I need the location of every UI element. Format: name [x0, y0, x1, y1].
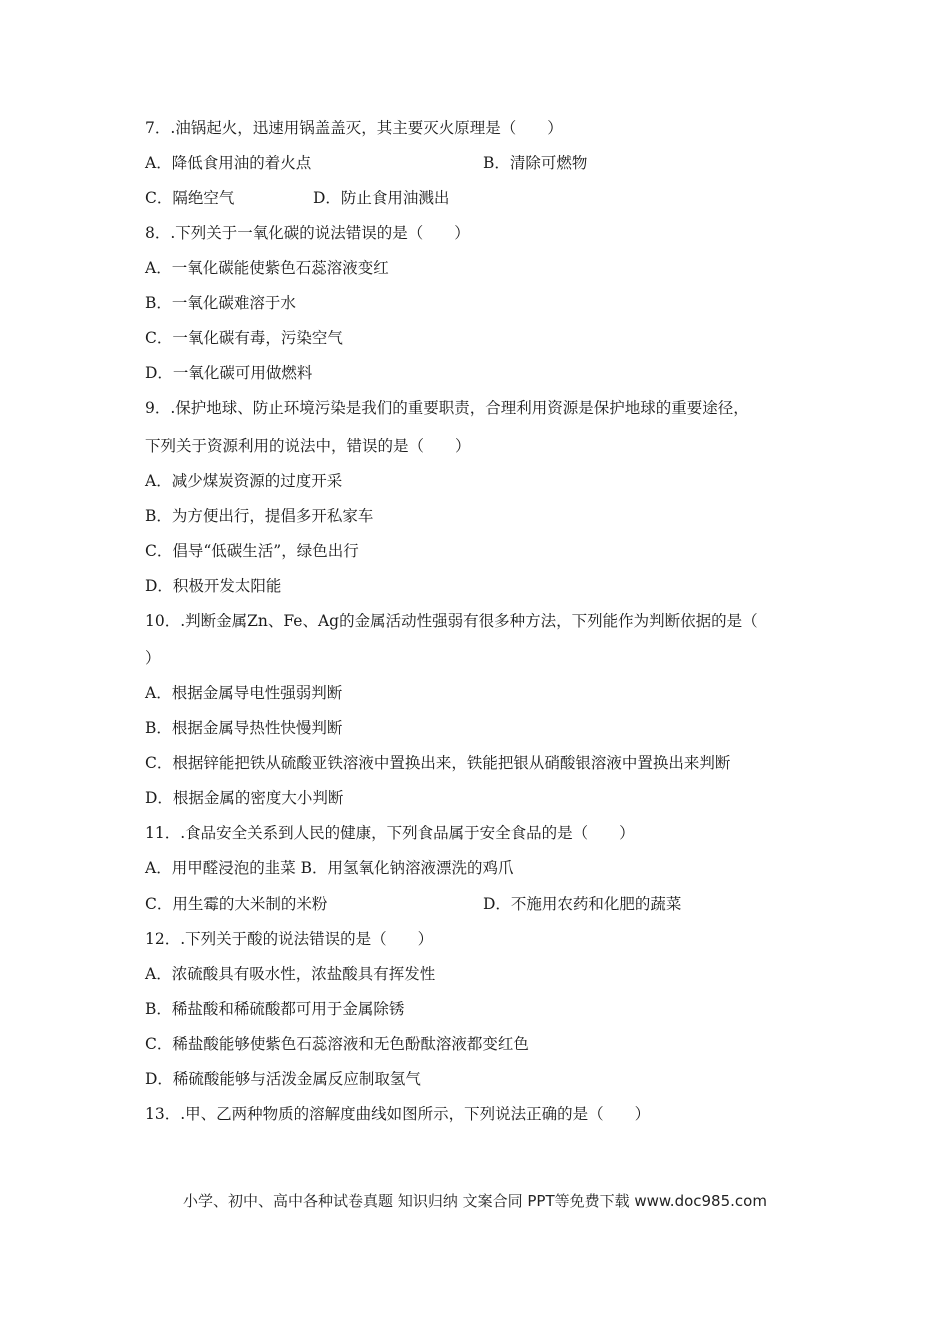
- question-12-stem: 12．.下列关于酸的说法错误的是（ ）: [145, 930, 434, 948]
- question-7-option-c: C．隔绝空气: [145, 189, 235, 207]
- question-12-option-a: A．浓硫酸具有吸水性，浓盐酸具有挥发性: [145, 965, 436, 983]
- question-10-stem-line2: ）: [145, 649, 161, 667]
- question-7-stem: 7．.油锅起火，迅速用锅盖盖灭，其主要灭火原理是（ ）: [145, 119, 563, 137]
- question-9-option-c: C．倡导“低碳生活”，绿色出行: [145, 542, 359, 560]
- question-8-option-b: B．一氧化碳难溶于水: [145, 294, 296, 312]
- question-11-option-a: A．用甲醛浸泡的韭菜: [145, 859, 296, 877]
- question-7-option-b: B．清除可燃物: [483, 154, 588, 172]
- question-10-stem-line1: 10．.判断金属Zn、Fe、Ag的金属活动性强弱有很多种方法，下列能作为判断依据的是（: [145, 612, 758, 630]
- question-9-option-a: A．减少煤炭资源的过度开采: [145, 472, 343, 490]
- question-12-option-d: D．稀硫酸能够与活泼金属反应制取氢气: [145, 1070, 421, 1088]
- page-footer: 小学、初中、高中各种试卷真题 知识归纳 文案合同 PPT等免费下载 www.doc985.com: [183, 1192, 767, 1210]
- question-7-option-a: A．降低食用油的着火点: [145, 154, 312, 172]
- question-11-options-ab: [145, 858, 514, 878]
- question-10-option-b: B．根据金属导热性快慢判断: [145, 719, 343, 737]
- question-11-options-cd: [145, 894, 682, 914]
- question-9-option-b: B．为方便出行，提倡多开私家车: [145, 507, 374, 525]
- question-13-stem: 13．.甲、乙两种物质的溶解度曲线如图所示，下列说法正确的是（ ）: [145, 1105, 651, 1123]
- question-11-option-b: B．用氢氧化钠溶液漂洗的鸡爪: [300, 859, 514, 877]
- question-7-option-d: D．防止食用油溅出: [313, 189, 450, 207]
- question-9-option-d: D．积极开发太阳能: [145, 577, 282, 595]
- question-11-stem: 11．.食品安全关系到人民的健康，下列食品属于安全食品的是（ ）: [145, 824, 635, 842]
- question-9-stem-line1: 9．.保护地球、防止环境污染是我们的重要职责，合理利用资源是保护地球的重要途径，: [145, 399, 749, 417]
- question-11-option-d: D．不施用农药和化肥的蔬菜: [483, 895, 682, 913]
- question-8-option-d: D．一氧化碳可用做燃料: [145, 364, 313, 382]
- question-9-stem-line2: 下列关于资源利用的说法中，错误的是（ ）: [145, 437, 471, 455]
- question-11-option-c: C．用生霉的大米制的米粉: [145, 895, 328, 913]
- question-8-option-c: C．一氧化碳有毒，污染空气: [145, 329, 343, 347]
- question-7-options-ab: [145, 153, 588, 173]
- question-8-stem: 8．.下列关于一氧化碳的说法错误的是（ ）: [145, 224, 470, 242]
- question-12-option-c: C．稀盐酸能够使紫色石蕊溶液和无色酚酞溶液都变红色: [145, 1035, 529, 1053]
- question-10-option-a: A．根据金属导电性强弱判断: [145, 684, 343, 702]
- question-12-option-b: B．稀盐酸和稀硫酸都可用于金属除锈: [145, 1000, 405, 1018]
- question-7-options-cd: [145, 188, 450, 208]
- question-8-option-a: A．一氧化碳能使紫色石蕊溶液变红: [145, 259, 389, 277]
- question-10-option-d: D．根据金属的密度大小判断: [145, 789, 344, 807]
- question-10-option-c: C．根据锌能把铁从硫酸亚铁溶液中置换出来，铁能把银从硝酸银溶液中置换出来判断: [145, 754, 731, 772]
